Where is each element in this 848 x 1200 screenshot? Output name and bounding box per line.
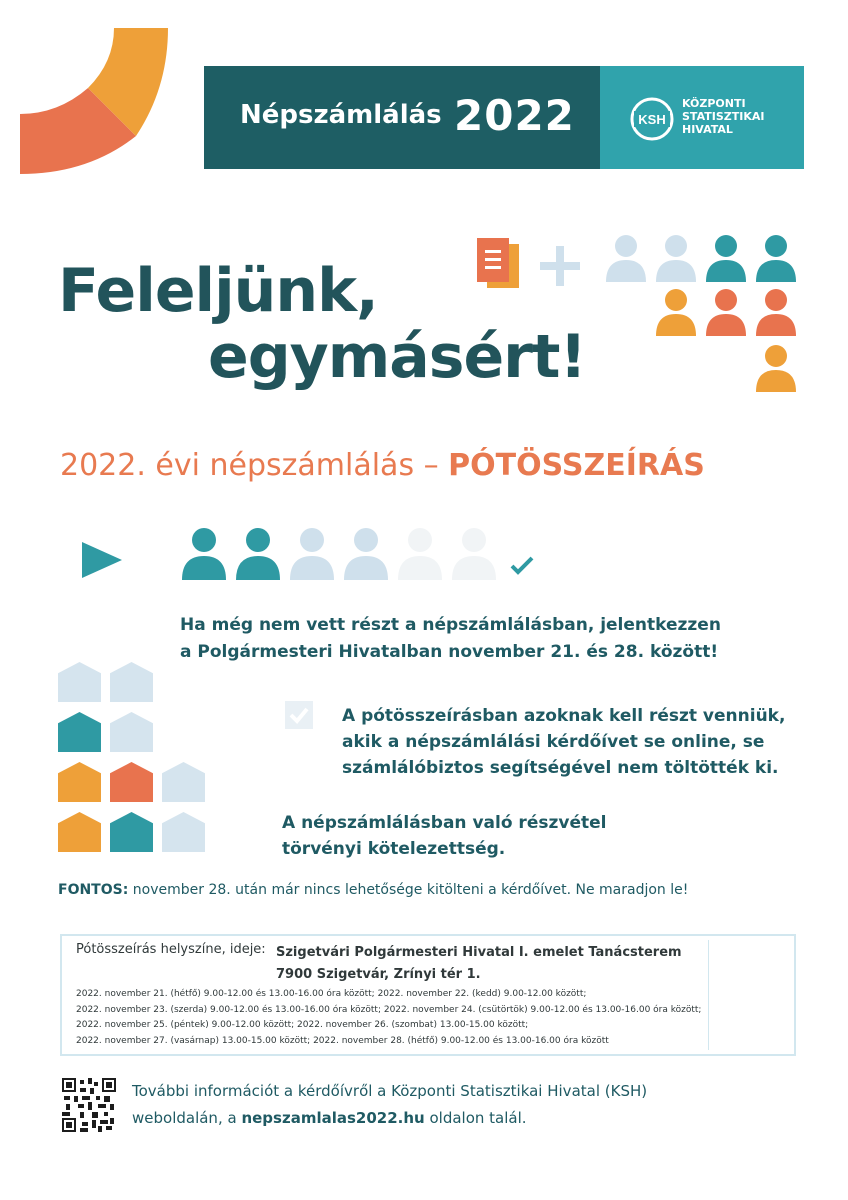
qr-code-icon <box>62 1078 116 1132</box>
house-icon <box>110 662 153 702</box>
footer-info: További információt a kérdőívről a Központi Statisztikai Hivatal (KSH) weboldalán, a nepszamlalas2022.hu oldalon talál. <box>132 1082 648 1127</box>
house-icon <box>58 662 101 702</box>
house-icon <box>58 712 101 752</box>
house-icon <box>162 762 205 802</box>
important-notice: FONTOS: november 28. után már nincs lehetősége kitölteni a kérdőívet. Ne maradjon le! <box>58 882 689 898</box>
website-link[interactable]: nepszamlalas2022.hu <box>241 1109 425 1127</box>
intro-paragraph: Ha még nem vett részt a népszámlálásban, jelentkezzen a Polgármesteri Hivatalban november 21. és 28. között! <box>180 615 721 662</box>
house-icon <box>162 812 205 852</box>
schedule-line: 2022. november 23. (szerda) 9.00-12.00 és 13.00-16.00 óra között; 2022. november 24. (csütörtök) 9.00-12.00 és 13.00-16.00 óra között; <box>76 1004 702 1015</box>
play-arrow-icon <box>80 540 124 580</box>
ksh-abbr: KSH <box>638 112 666 127</box>
schedule-list <box>76 987 701 1049</box>
checkbox-check-icon <box>284 700 314 730</box>
ksh-name: KÖZPONTI STATISZTIKAI HIVATAL <box>682 97 765 136</box>
census-year: 2022 <box>454 91 575 140</box>
schedule-line: 2022. november 25. (péntek) 9.00-12.00 között; 2022. november 26. (szombat) 13.00-15.00 között; <box>76 1020 529 1030</box>
schedule-line: 2022. november 21. (hétfő) 9.00-12.00 és 13.00-16.00 óra között; 2022. november 22. (kedd) 9.00-12.00 között; <box>76 989 587 999</box>
main-headline: Feleljünk, egymásért! <box>58 256 586 392</box>
people-progress-row <box>176 522 546 582</box>
house-icon <box>58 762 101 802</box>
house-icon <box>110 762 153 802</box>
house-icon <box>110 812 153 852</box>
obligation-paragraph: A népszámlálásban való részvétel törvényi kötelezettség. <box>282 813 607 859</box>
house-icon <box>110 712 153 752</box>
location-value: Szigetvári Polgármesteri Hivatal I. emelet Tanácsterem 7900 Szigetvár, Zrínyi tér 1. <box>276 945 682 982</box>
ksh-logo-icon <box>628 95 676 143</box>
people-grid-icon <box>600 228 810 398</box>
corner-arc-graphic <box>18 28 168 174</box>
house-icon <box>58 812 101 852</box>
census-title: Népszámlálás <box>240 100 442 130</box>
location-label: Pótösszeírás helyszíne, ideje: <box>76 942 266 957</box>
schedule-line: 2022. november 27. (vasárnap) 13.00-15.00 között; 2022. november 28. (hétfő) 9.00-12.00 és 13.00-16.00 óra között <box>76 1035 609 1046</box>
subtitle: 2022. évi népszámlálás – PÓTÖSSZEÍRÁS <box>60 448 705 483</box>
eligibility-paragraph: A pótösszeírásban azoknak kell részt venniük, akik a népszámlálási kérdőívet se online, se számlálóbiztos segítségével nem töltötték ki. <box>342 706 786 778</box>
